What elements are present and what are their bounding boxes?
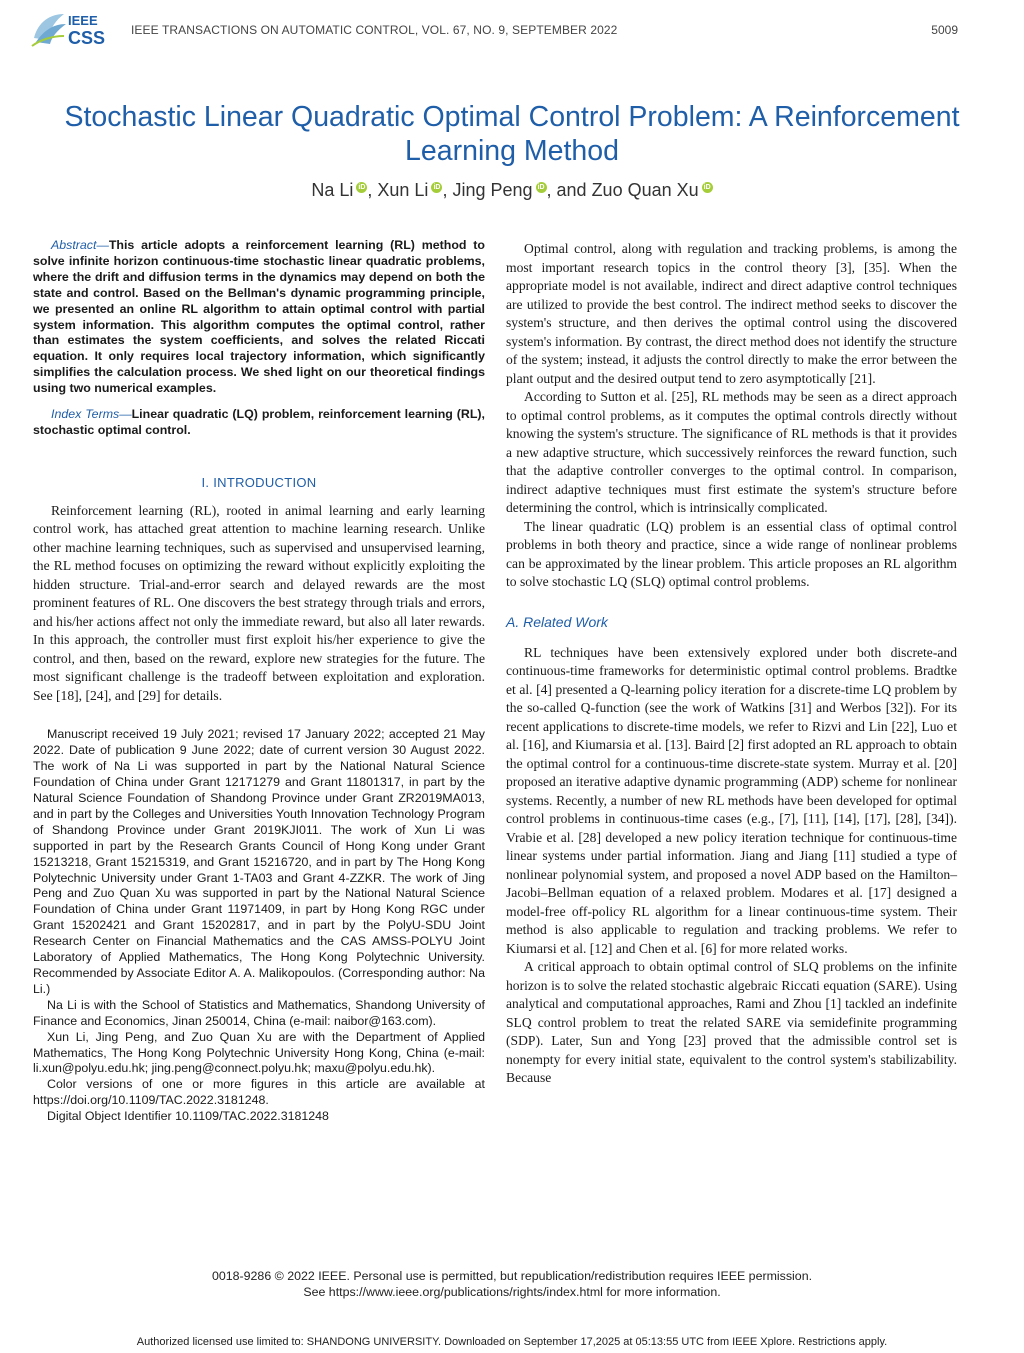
author-name: Na Li — [311, 180, 354, 200]
body-paragraph: Optimal control, along with regulation and tracking problems, is among the most important research topics in the control theory [3], [35]. When the appropriate model is not available, indirect and direct adaptive control techniques are utilized to provide the best control. The indirect method seeks to discover the system's structure, and then derives the optimal control using the discovered system's information. By contrast, the direct method does not identify the structure of the system; instead, it adjusts the control directly to make the error between the plant output and the desired output tend to zero asymptotically [21]. — [506, 241, 957, 386]
abstract-text: This article adopts a reinforcement learning (RL) method to solve infinite horizon continuous-time stochastic linear quadratic problems, where the drift and diffusion terms in the dynamics may depend on both the state and control. Based on the Bellman's dynamic programming principle, we presented an online RL algorithm to attain optimal control with partial system information. This algorithm computes the optimal control, rather than estimates the system coefficients, and solves the related Riccati equation. It only requires local trajectory information, which significantly simplifies the calculation process. We shed light on our theoretical findings using two numerical examples. — [33, 238, 485, 396]
copyright-link-line[interactable]: See https://www.ieee.org/publications/rights/index.html for more information. — [303, 1285, 721, 1299]
author-separator: , — [442, 180, 453, 200]
copyright-line: 0018-9286 © 2022 IEEE. Personal use is permitted, but republication/redistribution requires IEEE permission. — [211, 1269, 813, 1283]
left-column — [33, 238, 485, 1125]
paper-title: Stochastic Linear Quadratic Optimal Control Problem: A Reinforcement Learning Method — [64, 101, 960, 167]
body-paragraph: The linear quadratic (LQ) problem is an essential class of optimal control problems in both theory and practice, since a wide range of nonlinear problems can be approximated by the linear problem. This article proposes an RL algorithm to solve stochastic LQ (SLQ) optimal control problems. — [506, 518, 957, 589]
intro-paragraph: Reinforcement learning (RL), rooted in animal learning and early learning control work, has attached great attention to machine learning research. Unlike other machine learning techniques, such as supervised and unsupervised learning, the RL method focuses on optimizing the reward without explicitly exploiting the hidden structure. Trial-and-error search and delayed rewards are the most prominent features of RL. One discovers the best strategy through trials and errors, and his/her actions affect not only the immediate reward, but also all later rewards. In this approach, the controller must first exploit his/her experience to give the control, and then, based on the reward, explore new strategies for the future. The most significant challenge is the tradeoff between exploitation and exploration. See [18], [24], and [29] for details. — [33, 502, 485, 703]
footnotes — [33, 727, 485, 1125]
svg-text:CSS: CSS — [68, 28, 106, 48]
footnote-affiliation: Na Li is with the School of Statistics and Mathematics, Shandong University of Finance and Economics, Jinan 250014, China (e-mail: naibor@163.com). — [33, 997, 485, 1028]
orcid-icon[interactable]: iD — [358, 184, 366, 191]
ieee-css-leaf-icon — [30, 8, 122, 48]
footnote-manuscript: Manuscript received 19 July 2021; revised 17 January 2022; accepted 21 May 2022. Date of publication 9 June 2022; date of current version 30 August 2022. The work of Na Li was supported in part by the National Natural Science Foundation of China under Grant 12171279 and Grant 11801317, in part by the Natural Science Foundation of Shandong Province under Grant ZR2019MA013, and in part by the Colleges and Universities Youth Innovation Technology Program of Shandong Province under Grant 2019KJI011. The work of Xun Li was supported in part by the Research Grants Council of Hong Kong under Grant 15213218, Grant 15215319, and Grant 15216720, and in part by The Hong Kong Polytechnic University under Grant 1-TA03 and Grant 4-ZZKR. The work of Jing Peng and Zuo Quan Xu was supported in part by the National Natural Science Foundation of China under Grant 11971409, in part by Hong Kong RGC under Grant 15202421 and Grant 15202817, and in part by the PolyU-SDU Joint Research Center on Financial Mathematics and the CAS AMSS-POLYU Joint Laboratory of Applied Mathematics, The Hong Kong Polytechnic University. Recommended by Associate Editor A. A. Malikopoulos. (Corresponding author: Na Li.) — [33, 727, 485, 996]
author-name: Jing Peng — [452, 180, 533, 200]
body-paragraph: RL techniques have been extensively explored under both discrete-and continuous-time frameworks for deterministic optimal control problems. Bradtke et al. [4] presented a Q-learning policy iteration for a discrete-time LQ problem by the so-called Q-function (see the work of Watkins [31] and Werbos [32]). For its recent applications to discrete-time models, we refer to Rizvi and Lin [22], Luo et al. [16], and Kiumarsia et al. [13]. Baird [2] first adopted an RL approach to obtain the optimal control for a continuous-time discrete-state system. Murray et al. [20] proposed an iterative adaptive dynamic programming (ADP) scheme for nonlinear systems. Recently, a number of new RL methods have been developed for optimal control problems in continuous-time cases (e.g., [7], [11], [14], [17], [28], [34]). Vrabie et al. [28] developed a new policy iteration technique for continuous-time linear systems under partial information. Jiang and Jiang [11] studied a type of nonlinear polynomial system, and proposed a novel ADP based on the Hamilton–Jacobi–Bellman equation of a relaxed problem. Modares et al. [17] designed a model-free off-policy RL algorithm for a linear continuous-time system. Their method is also applicable to regulation and tracking problems. We refer to Kiumarsi et al. [12] and Chen et al. [6] for more related works. — [506, 644, 957, 956]
journal-header: IEEE TRANSACTIONS ON AUTOMATIC CONTROL, VOL. 67, NO. 9, SEPTEMBER 2022 — [131, 23, 618, 37]
footnote-affiliation: Xun Li, Jing Peng, and Zuo Quan Xu are with the Department of Applied Mathematics, The Hong Kong Polytechnic University Hong Kong, China (e-mail: li.xun@polyu.edu.hk; jing.peng@connect.polyu.hk; maxu@polyu.edu.hk). — [33, 1029, 485, 1076]
author-separator: , and — [546, 180, 592, 200]
author-separator: , — [367, 180, 378, 200]
author-name: Xun Li — [377, 180, 429, 200]
copyright-notice — [40, 1268, 984, 1300]
ieee-css-logo — [30, 8, 122, 48]
orcid-icon[interactable]: iD — [703, 184, 711, 191]
footnote-color-figures[interactable]: Color versions of one or more figures in this article are available at https://doi.org/10.1109/TAC.2022.3181248. — [33, 1077, 485, 1108]
abstract-lead: Abstract— — [51, 238, 109, 252]
body-paragraph: According to Sutton et al. [25], RL methods may be seen as a direct approach to optimal control problems, as it computes the optimal controls directly without knowing the system's structure. The significance of RL methods is that it provides a new adaptive structure, which successively reinforces the reward function, such that the adaptive controller converges to the optimal control. In comparison, indirect adaptive techniques must first estimate the system's structure before determining the control, which is intrinsically complicated. — [506, 389, 957, 515]
right-column — [506, 240, 957, 1088]
abstract — [33, 238, 485, 397]
author-list — [40, 180, 984, 201]
section-heading-introduction: I. INTRODUCTION — [201, 474, 317, 490]
svg-text:IEEE: IEEE — [68, 13, 98, 28]
index-terms-lead: Index Terms— — [51, 407, 132, 422]
orcid-icon[interactable]: iD — [433, 184, 441, 191]
subsection-heading-related-work: A. Related Work — [506, 613, 608, 630]
orcid-icon[interactable]: iD — [537, 184, 545, 191]
page-number: 5009 — [931, 23, 958, 37]
author-name: Zuo Quan Xu — [591, 180, 699, 200]
license-notice: Authorized licensed use limited to: SHANDONG UNIVERSITY. Downloaded on September 17,2025 at 05:13:55 UTC from IEEE Xplore. Restrictions apply. — [136, 1336, 888, 1348]
body-paragraph: A critical approach to obtain optimal control of SLQ problems on the infinite horizon is to solve the related stochastic algebraic Riccati equation (SARE). Using analytical and computational approaches, Rami and Zhou [1] tackled an indefinite SLQ control problem to treat the related SARE via semidefinite programming (SDP). Later, Sun and Yong [23] proved that the admissible control set is nonempty for every initial state, equivalent to the control system's stabilizability. Because — [506, 959, 957, 1085]
index-terms — [33, 407, 485, 439]
index-terms-text: Linear quadratic (LQ) problem, reinforcement learning (RL), stochastic optimal control. — [33, 407, 485, 437]
footnote-doi: Digital Object Identifier 10.1109/TAC.2022.3181248 — [47, 1109, 329, 1124]
